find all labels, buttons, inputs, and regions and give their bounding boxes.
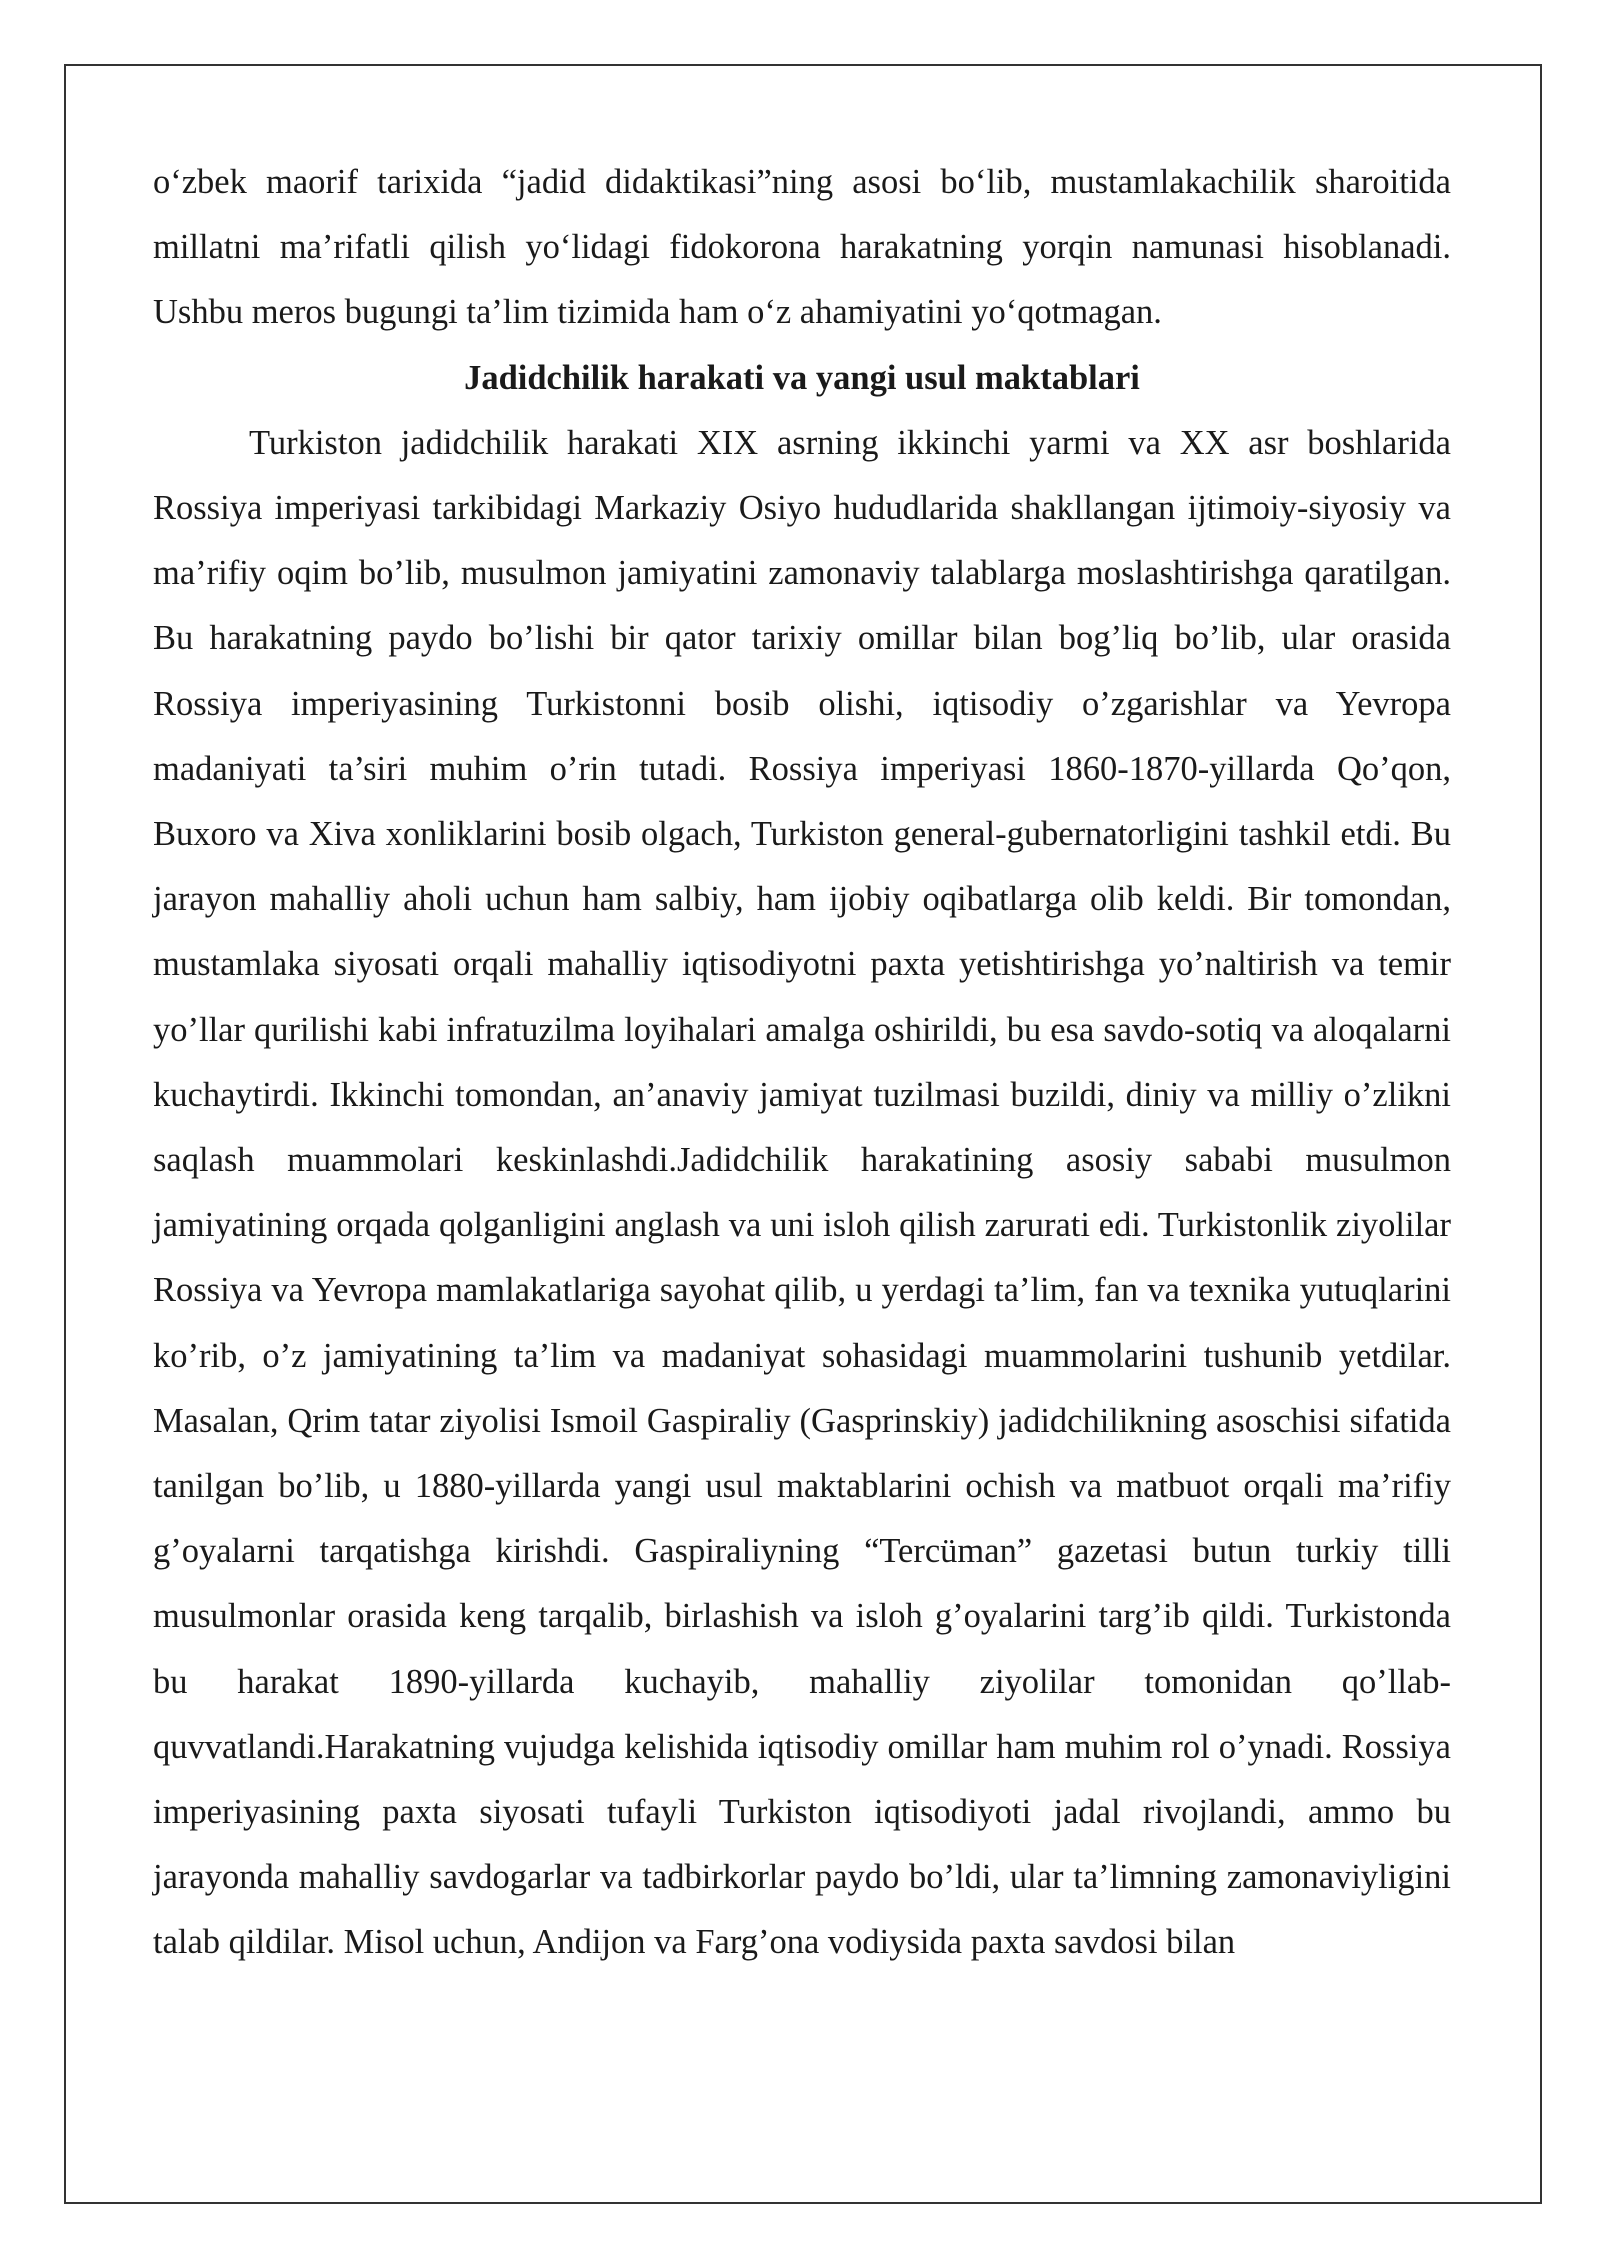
intro-paragraph: o‘zbek maorif tarixida “jadid didaktikasi”ning asosi bo‘lib, mustamlakachilik sharoitida millatni ma’rifatli qilish yo‘lidagi fidokorona harakatning yorqin namunasi hisoblanadi. Ushbu meros bugungi ta’lim tizimida ham o‘z ahamiyatini yo‘qotmagan. xyxy=(153,163,1451,332)
section-heading: Jadidchilik harakati va yangi usul maktablari xyxy=(464,358,1140,397)
main-paragraph: Turkiston jadidchilik harakati XIX asrning ikkinchi yarmi va XX asr boshlarida Rossiya imperiyasi tarkibidagi Markaziy Osiyo hududlarida shakllangan ijtimoiy-siyosiy va ma’rifiy oqim bo’lib, musulmon jamiyatini zamonaviy talablarga moslashtirishga qaratilgan. Bu harakatning paydo bo’lishi bir qator tarixiy omillar bilan bog’liq bo’lib, ular orasida Rossiya imperiyasining Turkistonni bosib olishi, iqtisodiy o’zgarishlar va Yevropa madaniyati ta’siri muhim o’rin tutadi. Rossiya imperiyasi 1860-1870-yillarda Qo’qon, Buxoro va Xiva xonliklarini bosib olgach, Turkiston general-gubernatorligini tashkil etdi. Bu jarayon mahalliy aholi uchun ham salbiy, ham ijobiy oqibatlarga olib keldi. Bir tomondan, mustamlaka siyosati orqali mahalliy iqtisodiyotni paxta yetishtirishga yo’naltirish va temir yo’llar qurilishi kabi infratuzilma loyihalari amalga oshirildi, bu esa savdo-sotiq va aloqalarni kuchaytirdi. Ikkinchi tomondan, an’anaviy jamiyat tuzilmasi buzildi, diniy va milliy o’zlikni saqlash muammolari keskinlashdi.Jadidchilik harakatining asosiy sababi musulmon jamiyatining orqada qolganligini anglash va uni isloh qilish zarurati edi. Turkistonlik ziyolilar Rossiya va Yevropa mamlakatlariga sayohat qilib, u yerdagi ta’lim, fan va texnika yutuqlarini ko’rib, o’z jamiyatining ta’lim va madaniyat sohasidagi muammolarini tushunib yetdilar. Masalan, Qrim tatar ziyolisi Ismoil Gaspiraliy (Gasprinskiy) jadidchilikning asoschisi sifatida tanilgan bo’lib, u 1880-yillarda yangi usul maktablarini ochish va matbuot orqali ma’rifiy g’oyalarni tarqatishga kirishdi. Gaspiraliyning “Tercüman” gazetasi butun turkiy tilli musulmonlar orasida keng tarqalib, birlashish va isloh g’oyalarini targ’ib qildi. Turkistonda bu harakat 1890-yillarda kuchayib, mahalliy ziyolilar tomonidan qo’llab-quvvatlandi.Harakatning vujudga kelishida iqtisodiy omillar ham muhim rol o’ynadi. Rossiya imperiyasining paxta siyosati tufayli Turkiston iqtisodiyoti jadal rivojlandi, ammo bu jarayonda mahalliy savdogarlar va tadbirkorlar paydo bo’ldi, ular ta’limning zamonaviyligini talab qildilar. Misol uchun, Andijon va Farg’ona vodiysida paxta savdosi bilan xyxy=(153,423,1451,1962)
document-body xyxy=(153,150,1451,1976)
